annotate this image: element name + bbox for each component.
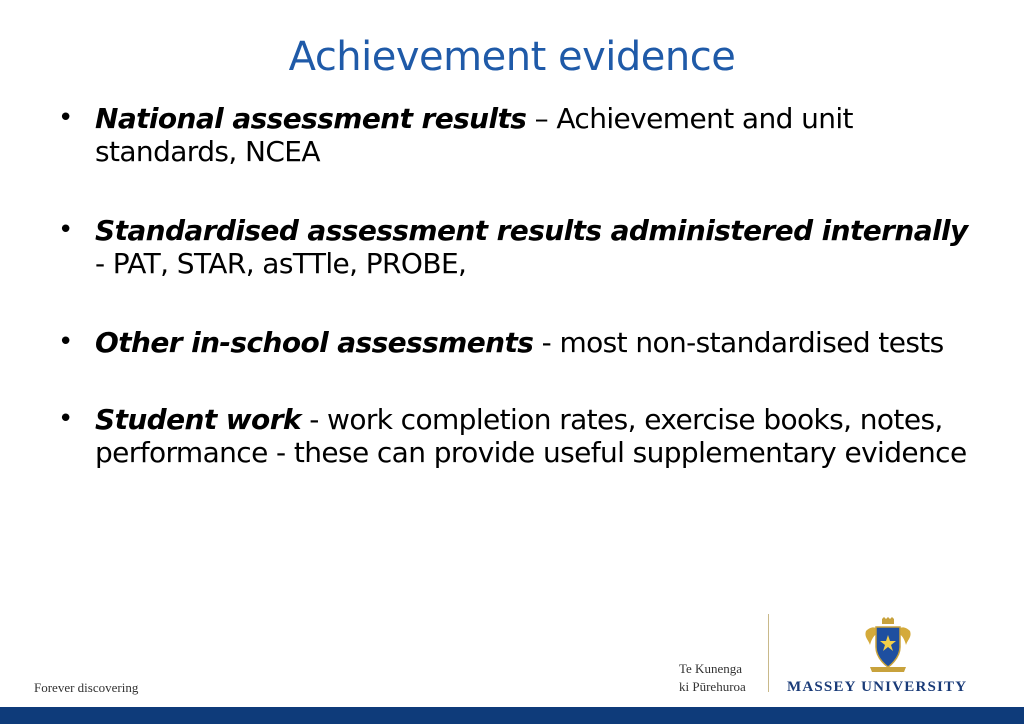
university-name: MASSEY UNIVERSITY [787,679,968,695]
bullet-list [58,102,978,469]
university-crest-icon [862,617,914,673]
bullet-marker: • [58,404,73,434]
slide-title: Achievement evidence [288,34,736,80]
maori-name-line2: ki Pūrehuroa [679,679,746,694]
bullet-text: – Achievement and unit standards, NCEA [95,102,853,168]
footer-divider [768,614,769,692]
maori-name [679,660,759,696]
bullet-marker: • [58,215,73,245]
maori-name-line1: Te Kunenga [679,661,742,676]
bullet-emphasis: Other in-school assessments [95,326,534,359]
bullet-emphasis: Student work [95,403,301,436]
bullet-text: - work completion rates, exercise books, notes, performance - these can provide useful supplementary evidence [95,403,967,469]
bullet-marker: • [58,327,73,357]
footer-tagline: Forever discovering [34,680,139,695]
bullet-item-in-school-assessments [58,326,978,359]
bullet-emphasis: National assessment results [95,102,527,135]
footer-bar [0,707,1024,724]
bullet-marker: • [58,103,73,133]
bullet-item-student-work [58,403,978,469]
bullet-text: - most non-standardised tests [533,326,944,359]
bullet-text: - PAT, STAR, asTTle, PROBE, [95,247,467,280]
bullet-item-standardised-assessment [58,214,978,280]
bullet-item-national-assessment [58,102,978,168]
bullet-emphasis: Standardised assessment results administered internally [95,214,968,247]
